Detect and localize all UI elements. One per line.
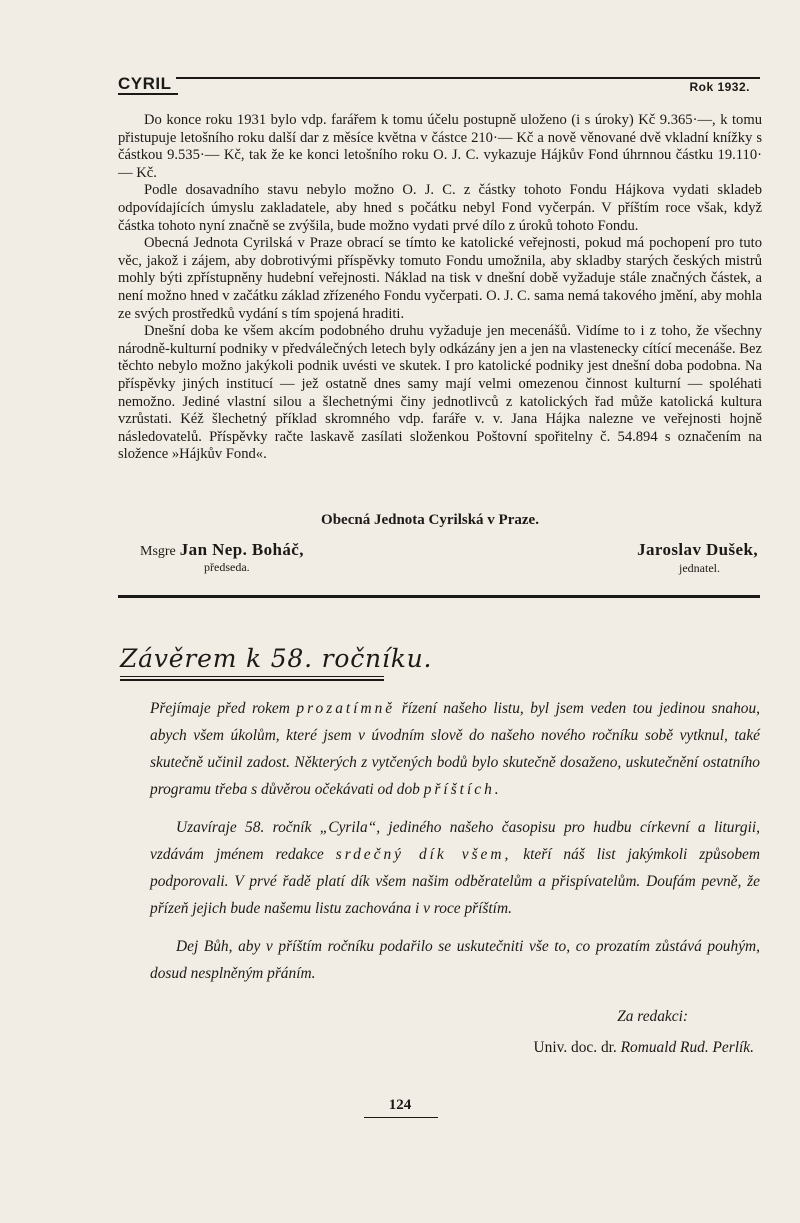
header-rule [176,77,760,79]
closing-text [150,695,760,998]
section-title: Závěrem k 58. ročníku. [120,644,433,673]
signature-secretary [637,540,758,575]
editor-title: Univ. doc. dr. [533,1039,617,1056]
spaced-emphasis: příštích. [423,781,502,798]
signature-chairman [140,540,304,574]
organization-signature: Obecná Jednota Cyrilská v Praze. [321,512,539,528]
section-title-underline [120,679,384,681]
closing-paragraph: Uzavíraje 58. ročník „Cyrila“, jediného našeho časopisu pro hudbu církevní a liturgii, vzdávám jménem redakce srdečný dík všem, kteří náš list jakýmkoli způsobem podporovali. V prvé řadě platí dík všem našim odběratelům a přispívatelům. Doufám pevně, že přízeň jejich bude našemu listu zachována i v roce příštím. [150,819,760,917]
closing-paragraph: Přejímaje před rokem prozatímně řízení našeho listu, byl jsem veden tou jedinou snahou, abych všem úkolům, které jsem v úvodním slově do našeho nového ročníku sobě vytknul, také skutečně učinil zadost. Některých z vytčených bodů bylo skutečně dosaženo, uskutečnění ostatního programu třeba s důvěrou očekávati od dob příštích. [150,700,760,798]
article-paragraph: Obecná Jednota Cyrilská v Praze obrací se tímto ke katolické veřejnosti, pokud má pochopení pro tuto věc, jakož i zájem, aby dobrotivými příspěvky tomuto Fondu umožnila, aby skladby starých českých mistrů mohly býti zpřístupněny hudební veřejnosti. Náklad na tisk v dnešní době vyžaduje stále značných částek, a není možno hned v začátku základ zřízeného Fondu vyčerpati. O. J. C. sama nemá takového jmění, aby mohla ze svých prostředků vydání s tím spojená hraditi. [118,235,762,322]
page-number-rule [364,1117,438,1118]
signer-name: Jaroslav Dušek, [637,540,758,559]
article-paragraph: Do konce roku 1931 bylo vdp. farářem k tomu účelu postupně uloženo (i s úroky) Kč 9.365·—, k tomu přistupuje letošního roku další dar z měsíce května v částce 210·— Kč a nově věnované dvě vkladní knížky s částkou 9.535·— Kč, tak že ke konci letošního roku O. J. C. vykazuje Hájkův Fond úhrnnou částku 19.110·— Kč. [118,112,762,181]
article-paragraph: Dnešní doba ke všem akcím podobného druhu vyžaduje jen mecenášů. Vidíme to i z toho, že všechny národně-kulturní podniky v předválečných letech byly odkázány jen a jen na vlastenecky cítící mecenáše. Bez těchto nebylo možno jakýkoli podnik uvésti ve skutek. I pro katolické podniky jest dnešní doba podobna. Na příspěvky jiných institucí — jež ostatně dnes samy mají velmi omezenou činnost kulturní — spoléhati nemožno. Jediné vlastní silou a šlechetnými činy jednotlivců z katolických řad může katolická kultura vzrůstati. Kéž šlechetný příklad skromného vdp. faráře v. v. Jana Hájka nalezne ve veřejnosti hojně následovatelů. Příspěvky račte laskavě zasílati složenkou Poštovní spořitelny č. 54.894 s označením na složence »Hájkův Fond«. [118,323,762,463]
running-head-underline [118,93,178,95]
closing-paragraph: Dej Bůh, aby v příštím ročníku podařilo se uskutečniti vše to, co prozatím zůstává pouhým, dosud nesplněným přáním. [150,938,760,982]
signer-role: předseda. [204,560,250,574]
spaced-emphasis: prozatímně [296,700,396,717]
article-body [118,112,762,464]
section-title-underline [120,676,384,677]
editor-signature [534,1039,754,1057]
running-head-journal: CYRIL [118,74,172,93]
signer-name: Jan Nep. Boháč, [179,540,304,559]
article-paragraph: Podle dosavadního stavu nebylo možno O. J. C. z částky tohoto Fondu Hájkova vydati skladeb odpovídajících úmyslu zakladatele, aby hned s počátku nebyl Fond vyčerpán. V příštím roce však, když částka tohoto nyní značně se zvýšila, bude možno vydati prvé dílo z úroků tohoto Fondu. [118,182,762,234]
spaced-emphasis: srdečný dík všem, [335,846,512,863]
page-number: 124 [388,1097,412,1113]
editor-name: Romuald Rud. Perlík. [620,1039,754,1056]
running-head-year: Rok 1932. [689,80,750,94]
signer-prefix: Msgre [140,544,176,559]
section-divider [118,595,760,598]
signer-role: jednatel. [679,561,720,575]
for-editors-label: Za redakci: [617,1008,688,1025]
